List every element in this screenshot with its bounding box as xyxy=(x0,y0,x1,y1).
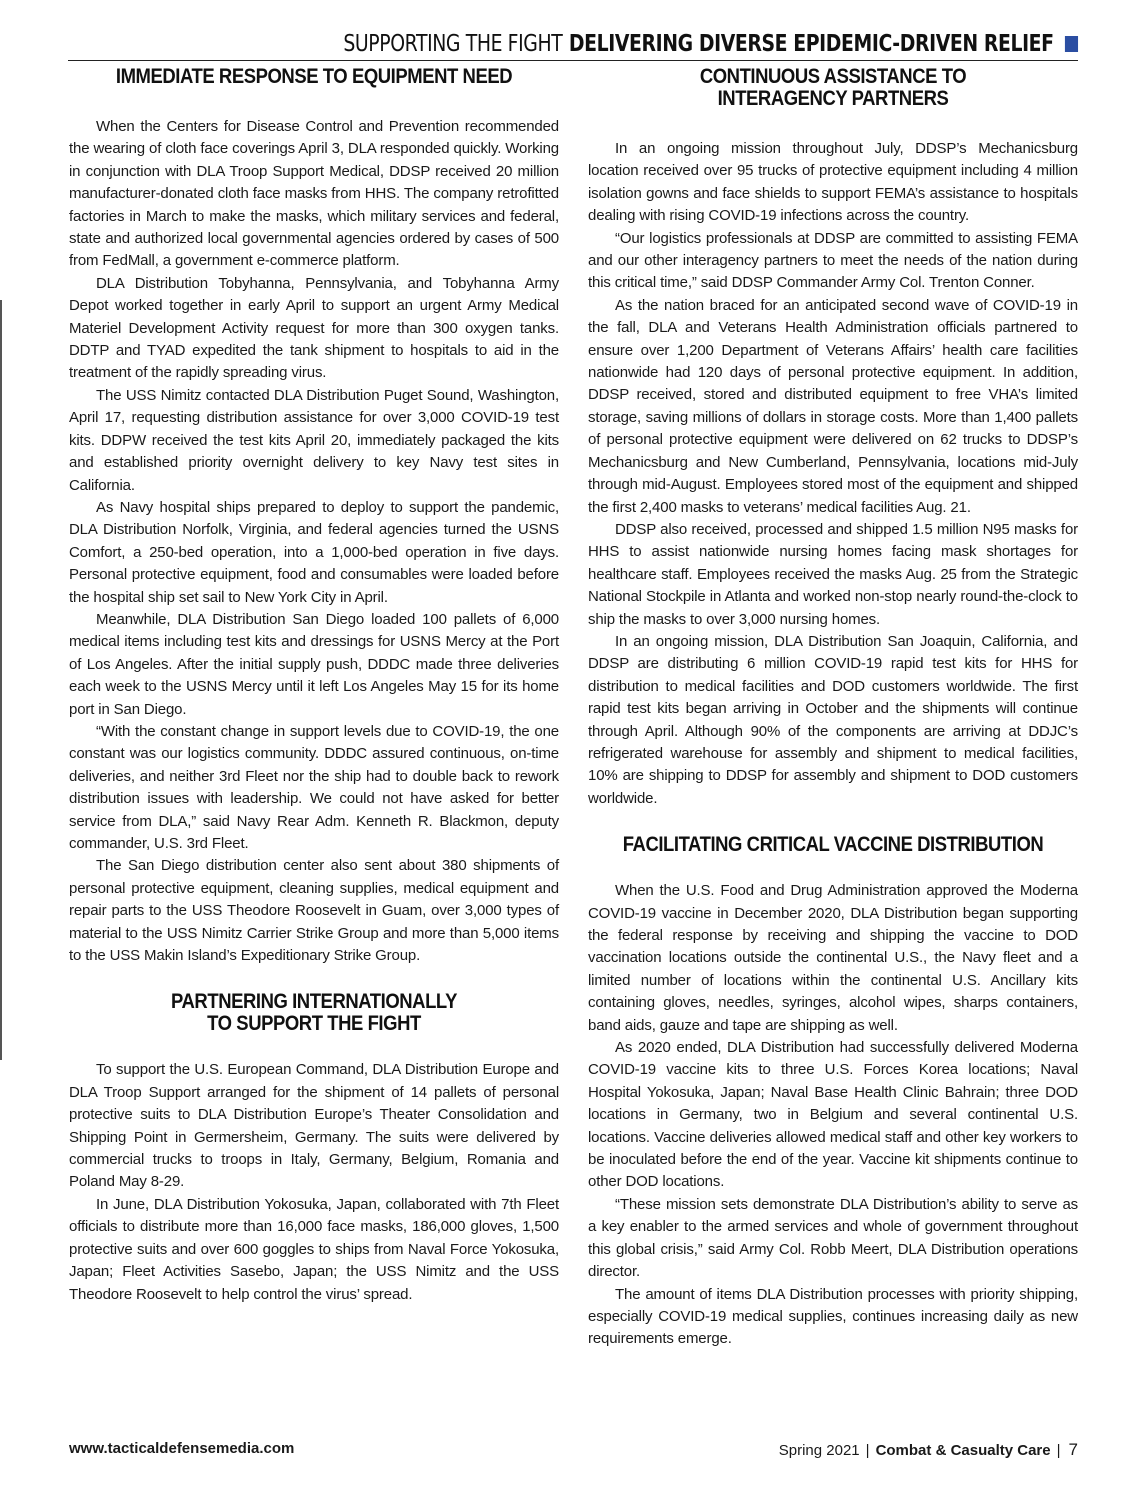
header-article-title: DELIVERING DIVERSE EPIDEMIC-DRIVEN RELIEF xyxy=(568,31,1054,57)
paragraph: When the Centers for Disease Control and Prevention recommended the wearing of cloth face coverings April 3, DLA responded quickly. Working in conjunction with DLA Troop Support Medical, DDSP received 20 million manufacturer-donated cloth face masks from HHS. The company retrofitted factories in March to make the masks, which military services and federal, state and authorized local governmental agencies ordered by cases of 500 from FedMall, a government e-commerce platform. xyxy=(69,118,559,270)
paragraph: “With the constant change in support levels due to COVID-19, the one constant was our logistics community. DDDC assured continuous, on-time deliveries, and neither 3rd Fleet nor the ship had to double back to rework distribution issues with leadership. We could not have asked for better service from DLA,” said Navy Rear Adm. Kenneth R. Blackmon, deputy commander, U.S. 3rd Fleet. xyxy=(69,722,559,852)
magazine-title: Combat & Casualty Care xyxy=(875,1442,1051,1459)
paragraph: “Our logistics professionals at DDSP are committed to assisting FEMA and our other interagency partners to meet the needs of the nation during this critical time,” said DDSP Commander Army Col. Trenton Conner. xyxy=(588,229,1078,292)
paragraph: The amount of items DLA Distribution processes with priority shipping, especially COVID-19 medical supplies, continues increasing daily as new requirements emerge. xyxy=(588,1285,1078,1348)
separator: | xyxy=(1056,1442,1061,1459)
page-header xyxy=(68,28,1078,61)
section-heading-interagency xyxy=(617,66,1048,110)
left-margin-rule xyxy=(0,300,2,1060)
heading-line: INTERAGENCY PARTNERS xyxy=(717,87,949,110)
header-section-label: SUPPORTING THE FIGHT xyxy=(343,31,563,57)
paragraph: As 2020 ended, DLA Distribution had successfully delivered Moderna COVID-19 vaccine kits to three U.S. Forces Korea locations; Naval Hospital Yokosuka, Japan; Naval Base Health Clinic Bahrain; three DOD locations in Germany, two in Belgium and several continental U.S. locations. Vaccine deliveries allowed medical staff and other key workers to be inoculated before the end of the year. Vaccine kit shipments continue to other DOD locations. xyxy=(588,1039,1078,1191)
left-column xyxy=(69,66,559,1306)
paragraph: “These mission sets demonstrate DLA Distribution’s ability to serve as a key enabler to the armed services and whole of government throughout this global crisis,” said Army Col. Robb Meert, DLA Distribution operations director. xyxy=(588,1195,1078,1281)
footer-issue-info xyxy=(779,1440,1078,1460)
issue-date: Spring 2021 xyxy=(778,1442,860,1459)
page-footer xyxy=(69,1440,1078,1462)
website-link[interactable]: www.tacticaldefensemedia.com xyxy=(69,1440,295,1457)
paragraph: DLA Distribution Tobyhanna, Pennsylvania, and Tobyhanna Army Depot worked together in early April to support an urgent Army Medical Materiel Development Activity request for more than 300 oxygen tanks. DDTP and TYAD expedited the tank shipment to hospitals to aid in the treatment of the rapidly spreading virus. xyxy=(69,274,559,382)
right-column xyxy=(588,66,1078,1351)
section-heading-partnering xyxy=(98,991,529,1035)
paragraph: When the U.S. Food and Drug Administration approved the Moderna COVID-19 vaccine in December 2020, DLA Distribution began supporting the federal response by receiving and shipping the vaccine to DOD vaccination locations outside the continental U.S., the Navy fleet and a limited number of locations within the continental U.S. Ancillary kits containing gloves, needles, syringes, alcohol wipes, sharps containers, band aids, gauze and tape are shipping as well. xyxy=(588,882,1078,1034)
paragraph: To support the U.S. European Command, DLA Distribution Europe and DLA Troop Support arranged for the shipment of 14 pallets of personal protective suits to DLA Distribution Europe’s Theater Consolidation and Shipping Point in Germersheim, Germany. The suits were delivered by commercial trucks to troops in Italy, Germany, Belgium, Romania and Poland May 8-29. xyxy=(69,1061,559,1191)
heading-line: TO SUPPORT THE FIGHT xyxy=(207,1012,421,1036)
blue-square-icon xyxy=(1065,36,1078,52)
paragraph: In an ongoing mission throughout July, DDSP’s Mechanicsburg location received over 95 trucks of protective equipment including 4 million isolation gowns and face shields to support FEMA’s assistance to hospitals dealing with rising COVID-19 infections across the country. xyxy=(588,140,1078,225)
paragraph: As the nation braced for an anticipated second wave of COVID-19 in the fall, DLA and Veterans Health Administration officials partnered to ensure over 1,200 Department of Veterans Affairs’ health care facilities nationwide had 120 days of personal protective equipment. In addition, DDSP received, stored and distributed equipment to free VHA’s limited storage, saving millions of dollars in storage costs. More than 1,400 pallets of personal protective equipment were delivered on 62 trucks to DDSP’s Mechanicsburg and New Cumberland, Pennsylvania, locations mid-July through mid-August. Employees stored most of the equipment and shipped the first 2,400 masks to veterans’ medical facilities Aug. 21. xyxy=(588,296,1078,516)
paragraph: The San Diego distribution center also sent about 380 shipments of personal protective equipment, cleaning supplies, medical equipment and repair parts to the USS Theodore Roosevelt in Guam, over 3,000 types of material to the USS Nimitz Carrier Strike Group and more than 5,000 items to the USS Makin Island’s Expeditionary Strike Group. xyxy=(69,857,559,965)
paragraph: In an ongoing mission, DLA Distribution San Joaquin, California, and DDSP are distributing 6 million COVID-19 rapid test kits for HHS for distribution to medical facilities and DOD customers worldwide. The first rapid test kits began arriving in October and the shipments will continue through April. Although 90% of the components are arriving at DDJC’s refrigerated warehouse for assembly and shipment to medical facilities, 10% are shipping to DDSP for assembly and shipment to DOD customers worldwide. xyxy=(588,632,1078,807)
section-heading-equipment: IMMEDIATE RESPONSE TO EQUIPMENT NEED xyxy=(115,65,513,88)
paragraph: The USS Nimitz contacted DLA Distribution Puget Sound, Washington, April 17, requesting distribution assistance for over 3,000 COVID-19 test kits. DDPW received the test kits April 20, immediately packaged the kits and established priority overnight delivery to key Navy test sites in California. xyxy=(69,386,559,494)
heading-line: PARTNERING INTERNATIONALLY xyxy=(171,990,457,1014)
page-number: 7 xyxy=(1068,1440,1078,1459)
separator: | xyxy=(865,1442,870,1459)
paragraph: DDSP also received, processed and shipped 1.5 million N95 masks for HHS to assist nationwide nursing homes facing mask shortages for healthcare staff. Employees received the masks Aug. 25 from the Strategic National Stockpile in Atlanta and worked non-stop nearly round-the-clock to ship the masks to over 3,000 nursing homes. xyxy=(588,520,1078,628)
paragraph: Meanwhile, DLA Distribution San Diego loaded 100 pallets of 6,000 medical items including test kits and dressings for USNS Mercy at the Port of Los Angeles. After the initial supply push, DDDC made three deliveries each week to the USNS Mercy until it left Los Angeles May 15 for its home port in San Diego. xyxy=(69,610,559,718)
paragraph: As Navy hospital ships prepared to deploy to support the pandemic, DLA Distribution Norfolk, Virginia, and federal agencies turned the USNS Comfort, a 250-bed operation, into a 1,000-bed operation in five days. Personal protective equipment, food and consumables were loaded before the hospital ship set sail to New York City in April. xyxy=(69,498,559,606)
section-heading-vaccine: FACILITATING CRITICAL VACCINE DISTRIBUTION xyxy=(622,833,1044,857)
heading-line: CONTINUOUS ASSISTANCE TO xyxy=(699,65,967,88)
paragraph: In June, DLA Distribution Yokosuka, Japan, collaborated with 7th Fleet officials to distribute more than 16,000 face masks, 186,000 gloves, 1,500 protective suits and over 600 goggles to ships from Naval Force Yokosuka, Japan; Fleet Activities Sasebo, Japan; the USS Nimitz and the USS Theodore Roosevelt to help control the virus’ spread. xyxy=(69,1195,559,1303)
header-title xyxy=(343,28,1078,60)
